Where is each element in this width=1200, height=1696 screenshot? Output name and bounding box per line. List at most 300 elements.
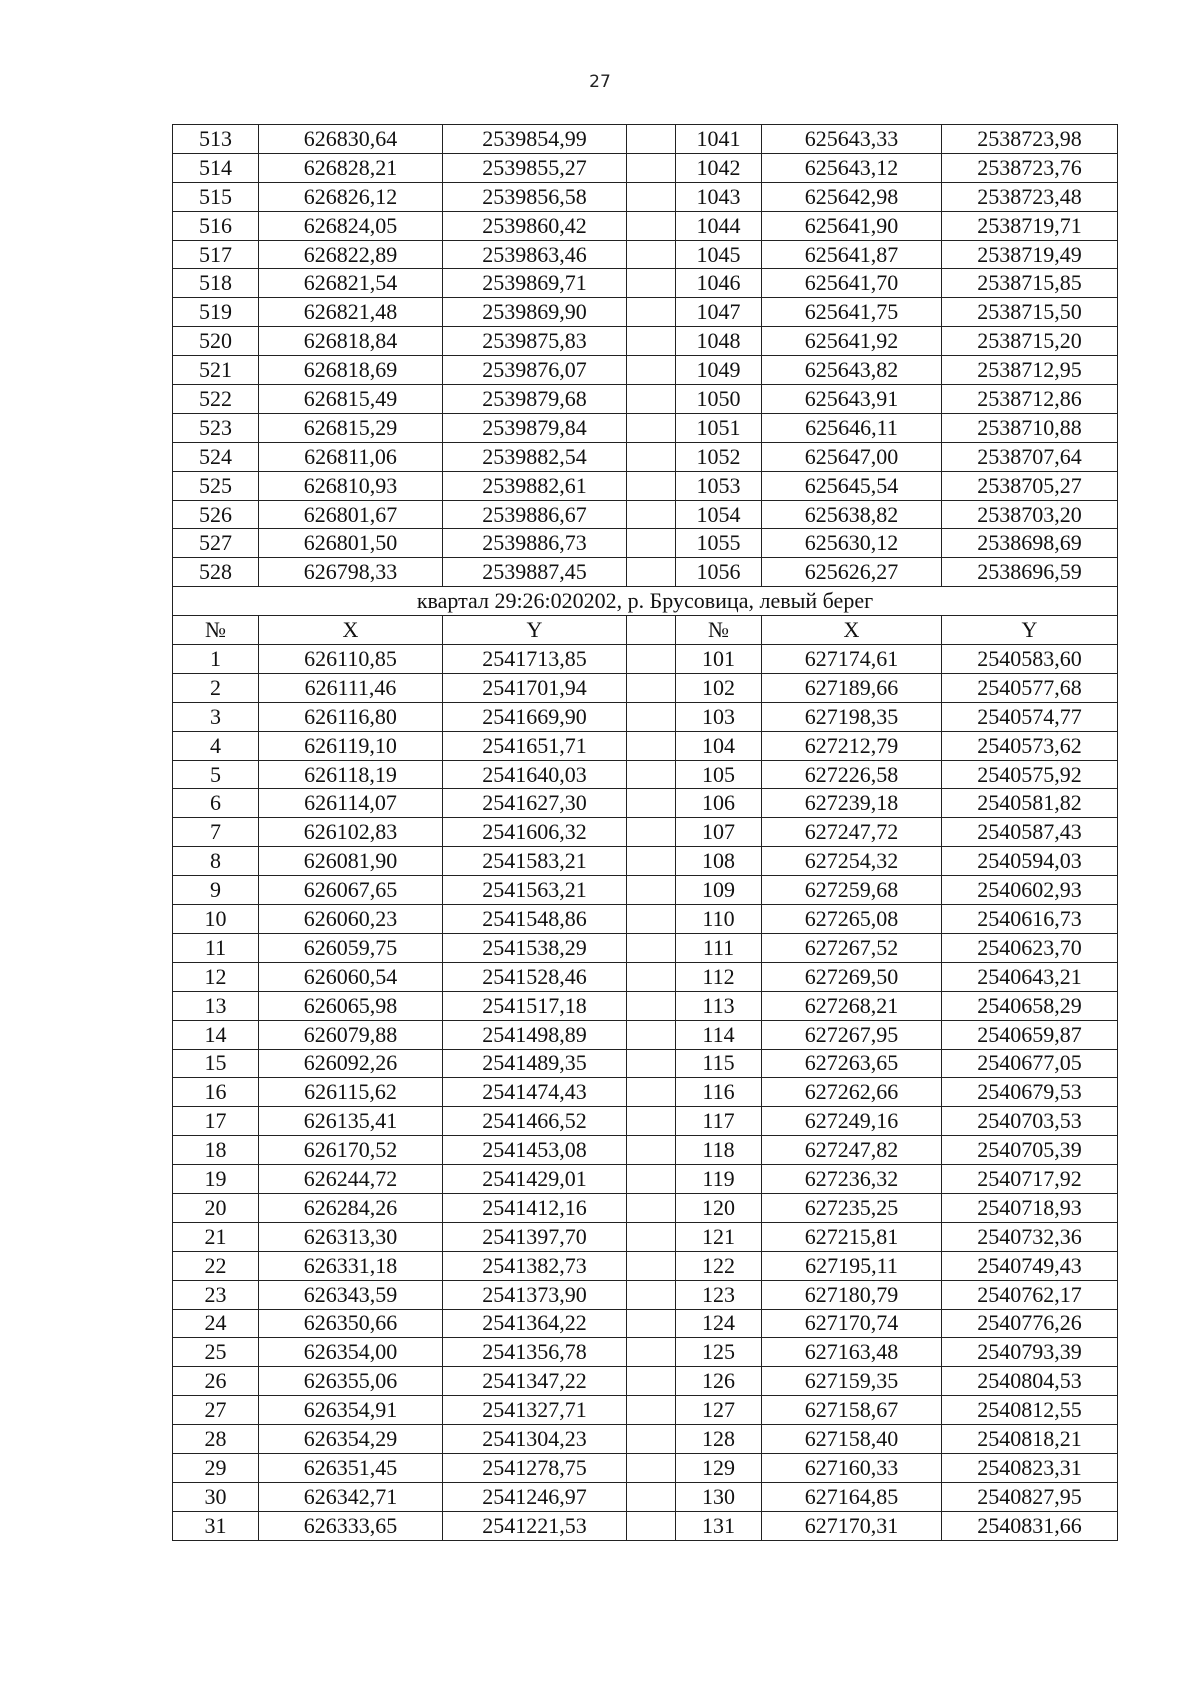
cell-spacer (627, 673, 676, 702)
header-y-right: Y (942, 616, 1118, 645)
cell-y-left: 2539886,67 (443, 500, 627, 529)
cell-point-number-left: 7 (173, 818, 259, 847)
cell-spacer (627, 1396, 676, 1425)
table-row (173, 1396, 1118, 1425)
cell-x-left: 626060,23 (259, 905, 443, 934)
cell-y-left: 2541640,03 (443, 760, 627, 789)
cell-y-left: 2541474,43 (443, 1078, 627, 1107)
cell-y-right: 2540703,53 (942, 1107, 1118, 1136)
cell-point-number-right: 1043 (676, 182, 762, 211)
table-row (173, 413, 1118, 442)
cell-y-left: 2541221,53 (443, 1511, 627, 1540)
cell-x-right: 627180,79 (762, 1280, 942, 1309)
cell-y-left: 2541489,35 (443, 1049, 627, 1078)
cell-point-number-right: 1041 (676, 125, 762, 154)
cell-point-number-left: 516 (173, 211, 259, 240)
cell-x-right: 625642,98 (762, 182, 942, 211)
cell-point-number-right: 1055 (676, 529, 762, 558)
cell-point-number-right: 1044 (676, 211, 762, 240)
cell-x-right: 625641,90 (762, 211, 942, 240)
cell-y-left: 2541713,85 (443, 645, 627, 674)
cell-y-left: 2541246,97 (443, 1482, 627, 1511)
cell-y-left: 2541627,30 (443, 789, 627, 818)
cell-x-left: 626801,50 (259, 529, 443, 558)
cell-x-left: 626828,21 (259, 153, 443, 182)
table-row (173, 269, 1118, 298)
header-x-left: X (259, 616, 443, 645)
cell-spacer (627, 1280, 676, 1309)
cell-point-number-right: 103 (676, 702, 762, 731)
table-row (173, 645, 1118, 674)
cell-x-right: 627159,35 (762, 1367, 942, 1396)
section-title-row (173, 587, 1118, 616)
cell-point-number-right: 1049 (676, 356, 762, 385)
cell-x-right: 625641,87 (762, 240, 942, 269)
cell-point-number-left: 23 (173, 1280, 259, 1309)
cell-x-right: 627174,61 (762, 645, 942, 674)
table-row (173, 327, 1118, 356)
cell-point-number-right: 104 (676, 731, 762, 760)
cell-x-left: 626810,93 (259, 471, 443, 500)
cell-y-left: 2541606,32 (443, 818, 627, 847)
cell-x-left: 626354,29 (259, 1425, 443, 1454)
cell-y-right: 2540594,03 (942, 847, 1118, 876)
cell-y-right: 2540762,17 (942, 1280, 1118, 1309)
cell-y-left: 2541304,23 (443, 1425, 627, 1454)
cell-point-number-left: 4 (173, 731, 259, 760)
table-row (173, 991, 1118, 1020)
cell-spacer (627, 182, 676, 211)
page-number: 27 (589, 72, 611, 92)
cell-spacer (627, 558, 676, 587)
cell-y-left: 2539886,73 (443, 529, 627, 558)
cell-point-number-left: 523 (173, 413, 259, 442)
cell-x-left: 626815,49 (259, 385, 443, 414)
cell-x-right: 627215,81 (762, 1222, 942, 1251)
cell-point-number-right: 119 (676, 1165, 762, 1194)
cell-point-number-left: 517 (173, 240, 259, 269)
cell-point-number-left: 29 (173, 1453, 259, 1482)
cell-point-number-right: 1052 (676, 442, 762, 471)
section-title: квартал 29:26:020202, р. Брусовица, левый берег (173, 587, 1118, 616)
cell-y-left: 2541278,75 (443, 1453, 627, 1482)
cell-x-left: 626342,71 (259, 1482, 443, 1511)
cell-y-right: 2538712,95 (942, 356, 1118, 385)
cell-point-number-left: 16 (173, 1078, 259, 1107)
cell-x-right: 625643,33 (762, 125, 942, 154)
cell-spacer (627, 269, 676, 298)
cell-y-left: 2541563,21 (443, 876, 627, 905)
coordinates-table (172, 124, 1118, 1541)
cell-x-left: 626115,62 (259, 1078, 443, 1107)
cell-y-right: 2538719,71 (942, 211, 1118, 240)
cell-spacer (627, 876, 676, 905)
cell-point-number-right: 1046 (676, 269, 762, 298)
cell-spacer (627, 442, 676, 471)
cell-point-number-right: 117 (676, 1107, 762, 1136)
cell-spacer (627, 789, 676, 818)
cell-spacer (627, 385, 676, 414)
cell-x-right: 625643,82 (762, 356, 942, 385)
cell-x-left: 626170,52 (259, 1136, 443, 1165)
cell-x-left: 626818,84 (259, 327, 443, 356)
cell-y-left: 2539876,07 (443, 356, 627, 385)
cell-spacer (627, 905, 676, 934)
cell-x-left: 626350,66 (259, 1309, 443, 1338)
cell-x-left: 626244,72 (259, 1165, 443, 1194)
cell-x-left: 626116,80 (259, 702, 443, 731)
cell-y-left: 2541498,89 (443, 1020, 627, 1049)
cell-x-right: 627269,50 (762, 962, 942, 991)
cell-point-number-left: 513 (173, 125, 259, 154)
table-row (173, 847, 1118, 876)
cell-x-right: 627265,08 (762, 905, 942, 934)
table-row (173, 933, 1118, 962)
cell-y-left: 2541548,86 (443, 905, 627, 934)
cell-point-number-left: 14 (173, 1020, 259, 1049)
cell-x-left: 626821,48 (259, 298, 443, 327)
cell-spacer (627, 1251, 676, 1280)
cell-x-right: 627236,32 (762, 1165, 942, 1194)
cell-point-number-right: 1047 (676, 298, 762, 327)
cell-x-left: 626059,75 (259, 933, 443, 962)
table-row (173, 558, 1118, 587)
cell-x-right: 627267,95 (762, 1020, 942, 1049)
cell-y-right: 2540818,21 (942, 1425, 1118, 1454)
cell-x-right: 627198,35 (762, 702, 942, 731)
cell-x-left: 626065,98 (259, 991, 443, 1020)
cell-point-number-right: 123 (676, 1280, 762, 1309)
cell-point-number-right: 1053 (676, 471, 762, 500)
cell-point-number-right: 130 (676, 1482, 762, 1511)
cell-x-right: 627170,74 (762, 1309, 942, 1338)
cell-y-left: 2539860,42 (443, 211, 627, 240)
table-row (173, 876, 1118, 905)
cell-point-number-right: 110 (676, 905, 762, 934)
table-row (173, 1222, 1118, 1251)
cell-point-number-left: 11 (173, 933, 259, 962)
cell-x-right: 627263,65 (762, 1049, 942, 1078)
table-row (173, 1367, 1118, 1396)
cell-y-right: 2540831,66 (942, 1511, 1118, 1540)
table-row (173, 529, 1118, 558)
cell-x-left: 626818,69 (259, 356, 443, 385)
table-row (173, 385, 1118, 414)
table-row (173, 1338, 1118, 1367)
cell-y-right: 2538696,59 (942, 558, 1118, 587)
cell-point-number-left: 24 (173, 1309, 259, 1338)
cell-spacer (627, 847, 676, 876)
cell-y-right: 2538723,76 (942, 153, 1118, 182)
header-x-right: X (762, 616, 942, 645)
cell-y-right: 2538710,88 (942, 413, 1118, 442)
cell-x-left: 626081,90 (259, 847, 443, 876)
table-row (173, 702, 1118, 731)
cell-x-right: 625643,91 (762, 385, 942, 414)
cell-y-left: 2541538,29 (443, 933, 627, 962)
cell-y-left: 2541364,22 (443, 1309, 627, 1338)
cell-y-left: 2539863,46 (443, 240, 627, 269)
cell-spacer (627, 1367, 676, 1396)
table-row (173, 1251, 1118, 1280)
cell-y-left: 2541583,21 (443, 847, 627, 876)
cell-x-left: 626060,54 (259, 962, 443, 991)
cell-y-right: 2540679,53 (942, 1078, 1118, 1107)
cell-y-right: 2540804,53 (942, 1367, 1118, 1396)
header-num-left: № (173, 616, 259, 645)
table-row (173, 962, 1118, 991)
cell-x-right: 625647,00 (762, 442, 942, 471)
cell-spacer (627, 413, 676, 442)
cell-point-number-left: 1 (173, 645, 259, 674)
table-row (173, 471, 1118, 500)
cell-point-number-right: 111 (676, 933, 762, 962)
cell-spacer (627, 760, 676, 789)
cell-y-left: 2539856,58 (443, 182, 627, 211)
cell-y-right: 2540623,70 (942, 933, 1118, 962)
cell-y-left: 2539875,83 (443, 327, 627, 356)
cell-spacer (627, 818, 676, 847)
cell-y-right: 2538712,86 (942, 385, 1118, 414)
cell-y-right: 2540776,26 (942, 1309, 1118, 1338)
cell-point-number-left: 18 (173, 1136, 259, 1165)
cell-x-right: 627164,85 (762, 1482, 942, 1511)
cell-x-right: 627262,66 (762, 1078, 942, 1107)
cell-point-number-right: 106 (676, 789, 762, 818)
cell-point-number-left: 27 (173, 1396, 259, 1425)
cell-point-number-right: 1056 (676, 558, 762, 587)
cell-spacer (627, 1193, 676, 1222)
cell-point-number-left: 31 (173, 1511, 259, 1540)
cell-point-number-right: 131 (676, 1511, 762, 1540)
cell-y-right: 2540793,39 (942, 1338, 1118, 1367)
cell-x-right: 625641,70 (762, 269, 942, 298)
cell-point-number-right: 124 (676, 1309, 762, 1338)
table-row (173, 1136, 1118, 1165)
header-spacer (627, 616, 676, 645)
cell-y-left: 2541429,01 (443, 1165, 627, 1194)
cell-x-left: 626079,88 (259, 1020, 443, 1049)
cell-point-number-left: 20 (173, 1193, 259, 1222)
cell-x-right: 625646,11 (762, 413, 942, 442)
table-row (173, 1193, 1118, 1222)
cell-point-number-left: 13 (173, 991, 259, 1020)
cell-x-left: 626110,85 (259, 645, 443, 674)
cell-point-number-right: 126 (676, 1367, 762, 1396)
cell-spacer (627, 327, 676, 356)
cell-y-right: 2538707,64 (942, 442, 1118, 471)
header-row (173, 616, 1118, 645)
cell-point-number-right: 116 (676, 1078, 762, 1107)
cell-x-left: 626111,46 (259, 673, 443, 702)
cell-spacer (627, 1136, 676, 1165)
cell-x-left: 626351,45 (259, 1453, 443, 1482)
cell-point-number-left: 30 (173, 1482, 259, 1511)
cell-y-right: 2540587,43 (942, 818, 1118, 847)
cell-point-number-right: 105 (676, 760, 762, 789)
cell-x-left: 626822,89 (259, 240, 443, 269)
cell-x-left: 626815,29 (259, 413, 443, 442)
cell-y-left: 2541651,71 (443, 731, 627, 760)
cell-x-right: 625645,54 (762, 471, 942, 500)
cell-y-right: 2540749,43 (942, 1251, 1118, 1280)
cell-spacer (627, 1425, 676, 1454)
cell-y-right: 2540827,95 (942, 1482, 1118, 1511)
cell-point-number-left: 526 (173, 500, 259, 529)
cell-y-right: 2540602,93 (942, 876, 1118, 905)
cell-x-right: 627195,11 (762, 1251, 942, 1280)
cell-y-left: 2541412,16 (443, 1193, 627, 1222)
table-row (173, 818, 1118, 847)
cell-x-right: 627189,66 (762, 673, 942, 702)
cell-x-right: 627170,31 (762, 1511, 942, 1540)
cell-x-right: 627158,40 (762, 1425, 942, 1454)
cell-point-number-left: 522 (173, 385, 259, 414)
cell-x-right: 627239,18 (762, 789, 942, 818)
cell-point-number-right: 127 (676, 1396, 762, 1425)
cell-x-right: 625641,92 (762, 327, 942, 356)
cell-x-right: 627247,82 (762, 1136, 942, 1165)
cell-point-number-left: 519 (173, 298, 259, 327)
cell-spacer (627, 471, 676, 500)
cell-point-number-right: 128 (676, 1425, 762, 1454)
cell-x-left: 626331,18 (259, 1251, 443, 1280)
cell-y-left: 2541466,52 (443, 1107, 627, 1136)
cell-x-left: 626830,64 (259, 125, 443, 154)
section-block (173, 587, 1118, 645)
cell-point-number-right: 1045 (676, 240, 762, 269)
cell-x-right: 625641,75 (762, 298, 942, 327)
cell-point-number-right: 101 (676, 645, 762, 674)
cell-spacer (627, 1511, 676, 1540)
cell-spacer (627, 1222, 676, 1251)
cell-spacer (627, 1078, 676, 1107)
cell-point-number-right: 125 (676, 1338, 762, 1367)
cell-point-number-left: 9 (173, 876, 259, 905)
cell-x-right: 627259,68 (762, 876, 942, 905)
cell-y-left: 2541327,71 (443, 1396, 627, 1425)
cell-point-number-left: 10 (173, 905, 259, 934)
cell-y-left: 2539887,45 (443, 558, 627, 587)
cell-y-right: 2540658,29 (942, 991, 1118, 1020)
cell-x-left: 626333,65 (259, 1511, 443, 1540)
cell-x-right: 627212,79 (762, 731, 942, 760)
cell-point-number-left: 518 (173, 269, 259, 298)
cell-y-right: 2540577,68 (942, 673, 1118, 702)
cell-point-number-right: 108 (676, 847, 762, 876)
table-body-top (173, 125, 1118, 587)
cell-spacer (627, 298, 676, 327)
cell-y-left: 2541517,18 (443, 991, 627, 1020)
header-y-left: Y (443, 616, 627, 645)
cell-point-number-left: 6 (173, 789, 259, 818)
cell-x-right: 627158,67 (762, 1396, 942, 1425)
cell-y-right: 2538719,49 (942, 240, 1118, 269)
cell-x-left: 626354,91 (259, 1396, 443, 1425)
cell-y-right: 2540659,87 (942, 1020, 1118, 1049)
cell-spacer (627, 500, 676, 529)
cell-spacer (627, 645, 676, 674)
cell-spacer (627, 240, 676, 269)
cell-point-number-left: 515 (173, 182, 259, 211)
cell-x-right: 627268,21 (762, 991, 942, 1020)
cell-x-left: 626119,10 (259, 731, 443, 760)
cell-point-number-right: 129 (676, 1453, 762, 1482)
cell-spacer (627, 1165, 676, 1194)
table-row (173, 673, 1118, 702)
cell-x-right: 627160,33 (762, 1453, 942, 1482)
cell-spacer (627, 933, 676, 962)
table-row (173, 789, 1118, 818)
cell-spacer (627, 1338, 676, 1367)
cell-y-right: 2540574,77 (942, 702, 1118, 731)
cell-y-left: 2539879,68 (443, 385, 627, 414)
cell-point-number-right: 109 (676, 876, 762, 905)
table-row (173, 182, 1118, 211)
cell-y-right: 2540718,93 (942, 1193, 1118, 1222)
cell-y-right: 2540732,36 (942, 1222, 1118, 1251)
table-row (173, 1425, 1118, 1454)
cell-x-right: 627254,32 (762, 847, 942, 876)
cell-x-left: 626284,26 (259, 1193, 443, 1222)
cell-x-right: 627226,58 (762, 760, 942, 789)
cell-y-right: 2540823,31 (942, 1453, 1118, 1482)
cell-x-left: 626102,83 (259, 818, 443, 847)
cell-x-left: 626067,65 (259, 876, 443, 905)
table-row (173, 905, 1118, 934)
cell-x-right: 625626,27 (762, 558, 942, 587)
table-row (173, 760, 1118, 789)
cell-y-right: 2540581,82 (942, 789, 1118, 818)
cell-point-number-left: 21 (173, 1222, 259, 1251)
table-row (173, 1078, 1118, 1107)
cell-spacer (627, 125, 676, 154)
cell-point-number-left: 524 (173, 442, 259, 471)
cell-y-left: 2541373,90 (443, 1280, 627, 1309)
cell-point-number-left: 19 (173, 1165, 259, 1194)
cell-x-left: 626343,59 (259, 1280, 443, 1309)
table-row (173, 240, 1118, 269)
cell-point-number-left: 5 (173, 760, 259, 789)
cell-x-left: 626811,06 (259, 442, 443, 471)
cell-x-left: 626355,06 (259, 1367, 443, 1396)
cell-point-number-left: 520 (173, 327, 259, 356)
cell-y-right: 2540616,73 (942, 905, 1118, 934)
cell-x-left: 626118,19 (259, 760, 443, 789)
cell-spacer (627, 1020, 676, 1049)
cell-x-right: 627267,52 (762, 933, 942, 962)
cell-point-number-right: 115 (676, 1049, 762, 1078)
cell-y-right: 2538698,69 (942, 529, 1118, 558)
cell-point-number-left: 527 (173, 529, 259, 558)
cell-y-right: 2540812,55 (942, 1396, 1118, 1425)
cell-point-number-right: 1042 (676, 153, 762, 182)
cell-point-number-left: 17 (173, 1107, 259, 1136)
cell-x-left: 626821,54 (259, 269, 443, 298)
table-body-bottom (173, 645, 1118, 1541)
cell-x-left: 626824,05 (259, 211, 443, 240)
cell-y-right: 2538705,27 (942, 471, 1118, 500)
cell-spacer (627, 153, 676, 182)
cell-x-left: 626135,41 (259, 1107, 443, 1136)
cell-x-left: 626092,26 (259, 1049, 443, 1078)
cell-x-left: 626114,07 (259, 789, 443, 818)
cell-point-number-right: 1048 (676, 327, 762, 356)
cell-point-number-left: 525 (173, 471, 259, 500)
cell-y-right: 2540573,62 (942, 731, 1118, 760)
cell-point-number-left: 2 (173, 673, 259, 702)
cell-y-right: 2540705,39 (942, 1136, 1118, 1165)
